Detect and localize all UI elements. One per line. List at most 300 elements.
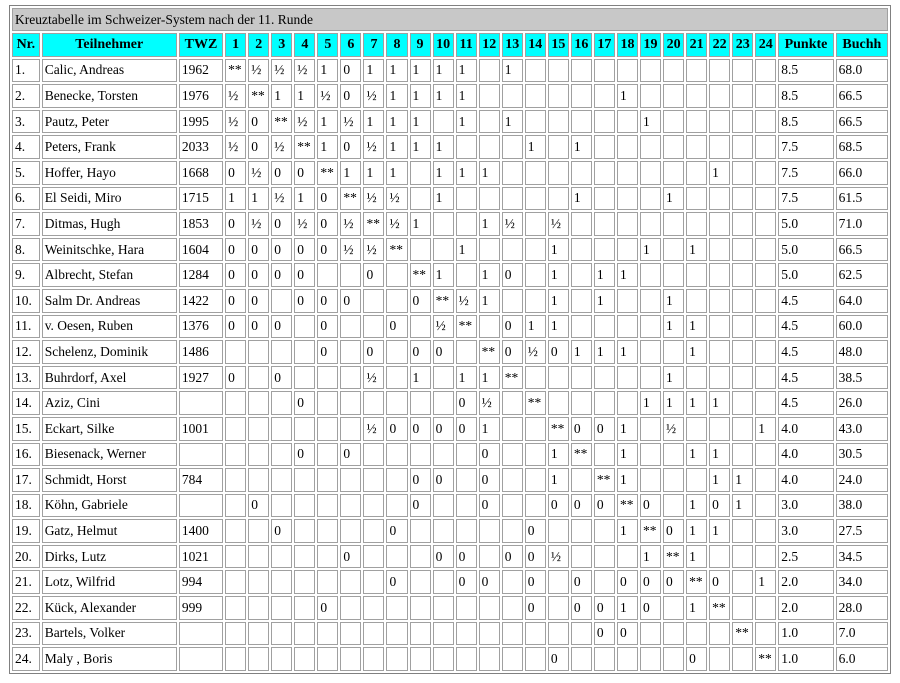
cell-result <box>294 622 315 646</box>
cell-result: 0 <box>294 263 315 287</box>
cell-twz: 1668 <box>179 161 223 185</box>
cell-result <box>456 494 477 518</box>
cell-result: 1 <box>294 187 315 211</box>
cell-result <box>294 340 315 364</box>
cell-result: 0 <box>594 494 615 518</box>
cell-result: 0 <box>594 596 615 620</box>
cell-result <box>502 647 523 671</box>
cell-result <box>755 187 776 211</box>
cell-result <box>617 212 638 236</box>
cell-result: 1 <box>548 315 569 339</box>
cell-result: 0 <box>640 570 661 594</box>
cell-result <box>640 135 661 159</box>
cell-result: 1 <box>456 110 477 134</box>
cell-result <box>225 596 246 620</box>
header-round: 17 <box>594 33 615 57</box>
cell-result: 0 <box>709 570 730 594</box>
cell-player-name: El Seidi, Miro <box>42 187 177 211</box>
cell-result: 0 <box>317 212 338 236</box>
cell-result <box>294 468 315 492</box>
cell-result <box>479 59 500 83</box>
cell-result <box>525 468 546 492</box>
cell-result: 0 <box>340 545 361 569</box>
cell-result <box>363 570 384 594</box>
cell-result <box>571 263 592 287</box>
cell-result: 0 <box>502 263 523 287</box>
cell-result <box>386 494 407 518</box>
cell-points: 4.5 <box>778 366 833 390</box>
cell-result: ½ <box>386 187 407 211</box>
cell-result <box>363 545 384 569</box>
cell-result: 0 <box>340 289 361 313</box>
cell-result: 0 <box>271 161 292 185</box>
header-round: 13 <box>502 33 523 57</box>
cell-result <box>594 212 615 236</box>
cell-result: 0 <box>294 161 315 185</box>
cell-result <box>248 468 269 492</box>
cell-player-name: Dirks, Lutz <box>42 545 177 569</box>
cell-result <box>433 110 454 134</box>
cell-nr: 8. <box>12 238 40 262</box>
cell-result: 1 <box>433 161 454 185</box>
cell-result: ** <box>755 647 776 671</box>
table-row <box>12 59 888 83</box>
cell-result <box>525 417 546 441</box>
cell-result: 0 <box>594 622 615 646</box>
cell-result: ** <box>617 494 638 518</box>
cell-result <box>502 443 523 467</box>
cell-result: 0 <box>317 238 338 262</box>
cell-result: ** <box>317 161 338 185</box>
cell-player-name: Calic, Andreas <box>42 59 177 83</box>
cell-result <box>663 110 684 134</box>
cell-result <box>225 545 246 569</box>
cell-result <box>340 570 361 594</box>
cell-result: 0 <box>317 596 338 620</box>
table-body <box>12 59 888 671</box>
cell-result <box>317 519 338 543</box>
cell-result <box>525 161 546 185</box>
cell-result: ½ <box>363 84 384 108</box>
cell-result <box>709 647 730 671</box>
cell-result <box>271 622 292 646</box>
header-round: 14 <box>525 33 546 57</box>
cell-result <box>755 315 776 339</box>
cell-result: 0 <box>456 391 477 415</box>
cell-points: 7.5 <box>778 187 833 211</box>
cell-result <box>732 443 753 467</box>
cell-result <box>663 340 684 364</box>
cell-result: 1 <box>709 391 730 415</box>
cell-points: 2.0 <box>778 596 833 620</box>
cell-result: 0 <box>340 84 361 108</box>
header-round: 9 <box>410 33 431 57</box>
cell-result: 0 <box>386 570 407 594</box>
cell-result: 1 <box>502 59 523 83</box>
cell-result <box>709 187 730 211</box>
cell-result: 0 <box>271 212 292 236</box>
cell-result: 1 <box>617 596 638 620</box>
cell-result: 0 <box>433 417 454 441</box>
cell-result <box>433 647 454 671</box>
cell-result: 0 <box>363 340 384 364</box>
cell-result <box>732 545 753 569</box>
cell-result <box>663 238 684 262</box>
cell-result <box>363 315 384 339</box>
cell-player-name: Bartels, Volker <box>42 622 177 646</box>
cell-result <box>663 161 684 185</box>
cell-player-name: Weinitschke, Hara <box>42 238 177 262</box>
cell-result <box>732 647 753 671</box>
cell-twz: 784 <box>179 468 223 492</box>
cell-result: 0 <box>340 59 361 83</box>
cell-result: 0 <box>225 366 246 390</box>
cell-result: 1 <box>617 340 638 364</box>
cell-twz: 1376 <box>179 315 223 339</box>
cell-result <box>456 468 477 492</box>
cell-result <box>594 570 615 594</box>
cell-result: ½ <box>479 391 500 415</box>
cell-result: 1 <box>594 263 615 287</box>
cell-points: 1.0 <box>778 622 833 646</box>
cell-result <box>248 366 269 390</box>
cell-result: 1 <box>548 263 569 287</box>
cell-result: 0 <box>386 417 407 441</box>
table-row <box>12 315 888 339</box>
cell-result: ** <box>386 238 407 262</box>
cell-result: ** <box>502 366 523 390</box>
cell-result <box>755 212 776 236</box>
cell-result <box>479 110 500 134</box>
cell-result <box>386 545 407 569</box>
cell-result: 0 <box>317 315 338 339</box>
cell-result <box>479 315 500 339</box>
cell-result <box>594 366 615 390</box>
cell-result: 1 <box>317 135 338 159</box>
cell-result <box>433 443 454 467</box>
cell-result <box>686 187 707 211</box>
cell-result: 0 <box>433 468 454 492</box>
cell-result <box>640 84 661 108</box>
cell-result: 0 <box>525 570 546 594</box>
cell-result <box>594 59 615 83</box>
cell-nr: 7. <box>12 212 40 236</box>
header-round: 16 <box>571 33 592 57</box>
cell-result: 0 <box>248 494 269 518</box>
cell-result: 0 <box>456 570 477 594</box>
cell-result: ½ <box>363 366 384 390</box>
cell-result <box>340 340 361 364</box>
cell-result: 0 <box>640 596 661 620</box>
cell-result <box>686 59 707 83</box>
cell-result <box>640 443 661 467</box>
cell-result: 1 <box>663 366 684 390</box>
table-row <box>12 84 888 108</box>
header-round: 10 <box>433 33 454 57</box>
table-row <box>12 647 888 671</box>
cell-result <box>617 315 638 339</box>
cell-result <box>640 59 661 83</box>
cell-buchh: 68.5 <box>836 135 888 159</box>
cell-result <box>433 366 454 390</box>
cell-result: 0 <box>410 494 431 518</box>
cell-points: 4.5 <box>778 391 833 415</box>
cell-result: 1 <box>456 161 477 185</box>
cell-nr: 12. <box>12 340 40 364</box>
cell-result <box>640 161 661 185</box>
cell-result: 1 <box>386 84 407 108</box>
cell-result: 0 <box>640 494 661 518</box>
cell-result: 0 <box>248 238 269 262</box>
cell-result <box>225 647 246 671</box>
cell-result: ** <box>548 417 569 441</box>
cell-result: 0 <box>594 417 615 441</box>
cell-result <box>663 622 684 646</box>
cell-result <box>525 647 546 671</box>
cell-result <box>594 443 615 467</box>
cell-buchh: 62.5 <box>836 263 888 287</box>
cell-result: ** <box>363 212 384 236</box>
header-round: 7 <box>363 33 384 57</box>
cell-result: 0 <box>410 289 431 313</box>
cell-result: 1 <box>617 84 638 108</box>
cell-result <box>709 135 730 159</box>
cell-result: 0 <box>525 596 546 620</box>
cell-result <box>617 161 638 185</box>
cell-result: ½ <box>225 110 246 134</box>
cell-result <box>594 238 615 262</box>
cell-result <box>317 468 338 492</box>
cell-result: ** <box>571 443 592 467</box>
cell-result: 0 <box>479 494 500 518</box>
cell-result: 1 <box>663 187 684 211</box>
cell-result <box>317 545 338 569</box>
cell-result <box>410 391 431 415</box>
cell-result: 1 <box>410 212 431 236</box>
cell-result <box>225 519 246 543</box>
cell-result <box>617 135 638 159</box>
cell-result <box>225 622 246 646</box>
cell-result <box>732 187 753 211</box>
cell-result <box>433 622 454 646</box>
cell-result <box>225 468 246 492</box>
cell-nr: 18. <box>12 494 40 518</box>
cell-result: 0 <box>571 596 592 620</box>
cell-result <box>363 622 384 646</box>
cell-result <box>617 391 638 415</box>
cell-result: 1 <box>294 84 315 108</box>
cell-result <box>525 622 546 646</box>
cell-result: 0 <box>525 545 546 569</box>
cell-result <box>755 263 776 287</box>
cell-result: 1 <box>594 289 615 313</box>
cell-result: 1 <box>433 84 454 108</box>
cell-result <box>363 289 384 313</box>
cell-result: 1 <box>732 468 753 492</box>
cell-buchh: 34.5 <box>836 545 888 569</box>
cell-result: 0 <box>225 238 246 262</box>
cell-result: 1 <box>317 110 338 134</box>
cell-result: 0 <box>663 570 684 594</box>
cell-result <box>755 289 776 313</box>
cell-result: 1 <box>709 443 730 467</box>
cell-twz <box>179 391 223 415</box>
cell-result <box>433 391 454 415</box>
cell-result <box>410 161 431 185</box>
cell-result <box>663 647 684 671</box>
cell-result: 0 <box>548 494 569 518</box>
cell-result: 1 <box>248 187 269 211</box>
cell-result <box>640 212 661 236</box>
cell-player-name: Eckart, Silke <box>42 417 177 441</box>
cell-result: 1 <box>686 494 707 518</box>
cell-points: 2.5 <box>778 545 833 569</box>
cell-result <box>640 340 661 364</box>
cell-result: 0 <box>340 443 361 467</box>
cell-result <box>294 545 315 569</box>
cell-result <box>340 263 361 287</box>
cell-result: 1 <box>433 187 454 211</box>
cell-player-name: Ditmas, Hugh <box>42 212 177 236</box>
cell-result <box>755 161 776 185</box>
cell-points: 8.5 <box>778 84 833 108</box>
cell-result <box>617 110 638 134</box>
header-round: 4 <box>294 33 315 57</box>
cell-twz: 1422 <box>179 289 223 313</box>
header-name: Teilnehmer <box>42 33 177 57</box>
cell-result <box>271 596 292 620</box>
cell-result <box>548 84 569 108</box>
cell-result: 1 <box>548 289 569 313</box>
cell-result <box>317 417 338 441</box>
cell-result: ½ <box>294 212 315 236</box>
table-row <box>12 570 888 594</box>
cell-result <box>709 59 730 83</box>
table-row <box>12 212 888 236</box>
cell-result: 1 <box>709 468 730 492</box>
cell-points: 1.0 <box>778 647 833 671</box>
cell-result <box>225 570 246 594</box>
cell-result: 1 <box>571 340 592 364</box>
cell-result <box>686 161 707 185</box>
cell-result <box>686 263 707 287</box>
cell-result <box>502 289 523 313</box>
table-row <box>12 519 888 543</box>
cell-result: 1 <box>686 545 707 569</box>
cell-result <box>410 315 431 339</box>
cell-result <box>386 289 407 313</box>
cell-result <box>548 596 569 620</box>
header-round: 12 <box>479 33 500 57</box>
cell-result: 1 <box>640 110 661 134</box>
cell-result <box>571 110 592 134</box>
cell-result: 0 <box>617 622 638 646</box>
cell-result: 1 <box>340 161 361 185</box>
table-row <box>12 135 888 159</box>
cell-result <box>571 391 592 415</box>
cell-nr: 14. <box>12 391 40 415</box>
cell-result <box>548 366 569 390</box>
cell-result: ½ <box>248 161 269 185</box>
cell-result: 0 <box>363 263 384 287</box>
cell-result <box>340 596 361 620</box>
cell-player-name: Schmidt, Horst <box>42 468 177 492</box>
cell-result <box>732 315 753 339</box>
cell-buchh: 43.0 <box>836 417 888 441</box>
cell-result <box>433 212 454 236</box>
cell-result: 1 <box>617 443 638 467</box>
cell-result <box>663 443 684 467</box>
cell-points: 4.0 <box>778 468 833 492</box>
cell-result: ** <box>663 545 684 569</box>
cell-result <box>456 622 477 646</box>
cell-result: ½ <box>363 187 384 211</box>
header-round: 15 <box>548 33 569 57</box>
cell-points: 5.0 <box>778 238 833 262</box>
cell-result: 1 <box>755 570 776 594</box>
cell-result <box>456 443 477 467</box>
cell-result <box>571 468 592 492</box>
cell-result <box>317 494 338 518</box>
cell-result: ** <box>433 289 454 313</box>
cell-result: 1 <box>686 519 707 543</box>
cell-result <box>686 110 707 134</box>
header-round: 18 <box>617 33 638 57</box>
cell-points: 2.0 <box>778 570 833 594</box>
cell-result: 0 <box>502 315 523 339</box>
cell-result: 1 <box>640 238 661 262</box>
cell-result: 0 <box>317 340 338 364</box>
cell-buchh: 27.5 <box>836 519 888 543</box>
cell-result <box>502 238 523 262</box>
cell-result <box>755 622 776 646</box>
cell-result: ½ <box>548 545 569 569</box>
table-row <box>12 468 888 492</box>
cell-result <box>571 545 592 569</box>
cell-twz: 2033 <box>179 135 223 159</box>
cell-result <box>686 366 707 390</box>
cell-result <box>755 59 776 83</box>
cell-buchh: 61.5 <box>836 187 888 211</box>
cell-result <box>386 263 407 287</box>
cell-result <box>317 443 338 467</box>
cell-result <box>502 494 523 518</box>
cell-result <box>594 187 615 211</box>
cell-result <box>317 366 338 390</box>
cell-result: 0 <box>248 135 269 159</box>
cell-result: 1 <box>433 263 454 287</box>
header-row <box>12 33 888 57</box>
cell-result <box>456 340 477 364</box>
cell-result: 0 <box>456 417 477 441</box>
cell-result <box>732 84 753 108</box>
cell-result: ** <box>271 110 292 134</box>
table-row <box>12 340 888 364</box>
cell-result <box>340 366 361 390</box>
cell-result: 1 <box>271 84 292 108</box>
cell-result <box>317 263 338 287</box>
cell-result: 0 <box>709 494 730 518</box>
cell-result: 0 <box>225 263 246 287</box>
cell-result <box>294 315 315 339</box>
header-twz: TWZ <box>179 33 223 57</box>
table-row <box>12 545 888 569</box>
cell-result <box>709 110 730 134</box>
cell-nr: 21. <box>12 570 40 594</box>
cell-nr: 17. <box>12 468 40 492</box>
cell-result <box>571 212 592 236</box>
cell-result: 0 <box>410 468 431 492</box>
